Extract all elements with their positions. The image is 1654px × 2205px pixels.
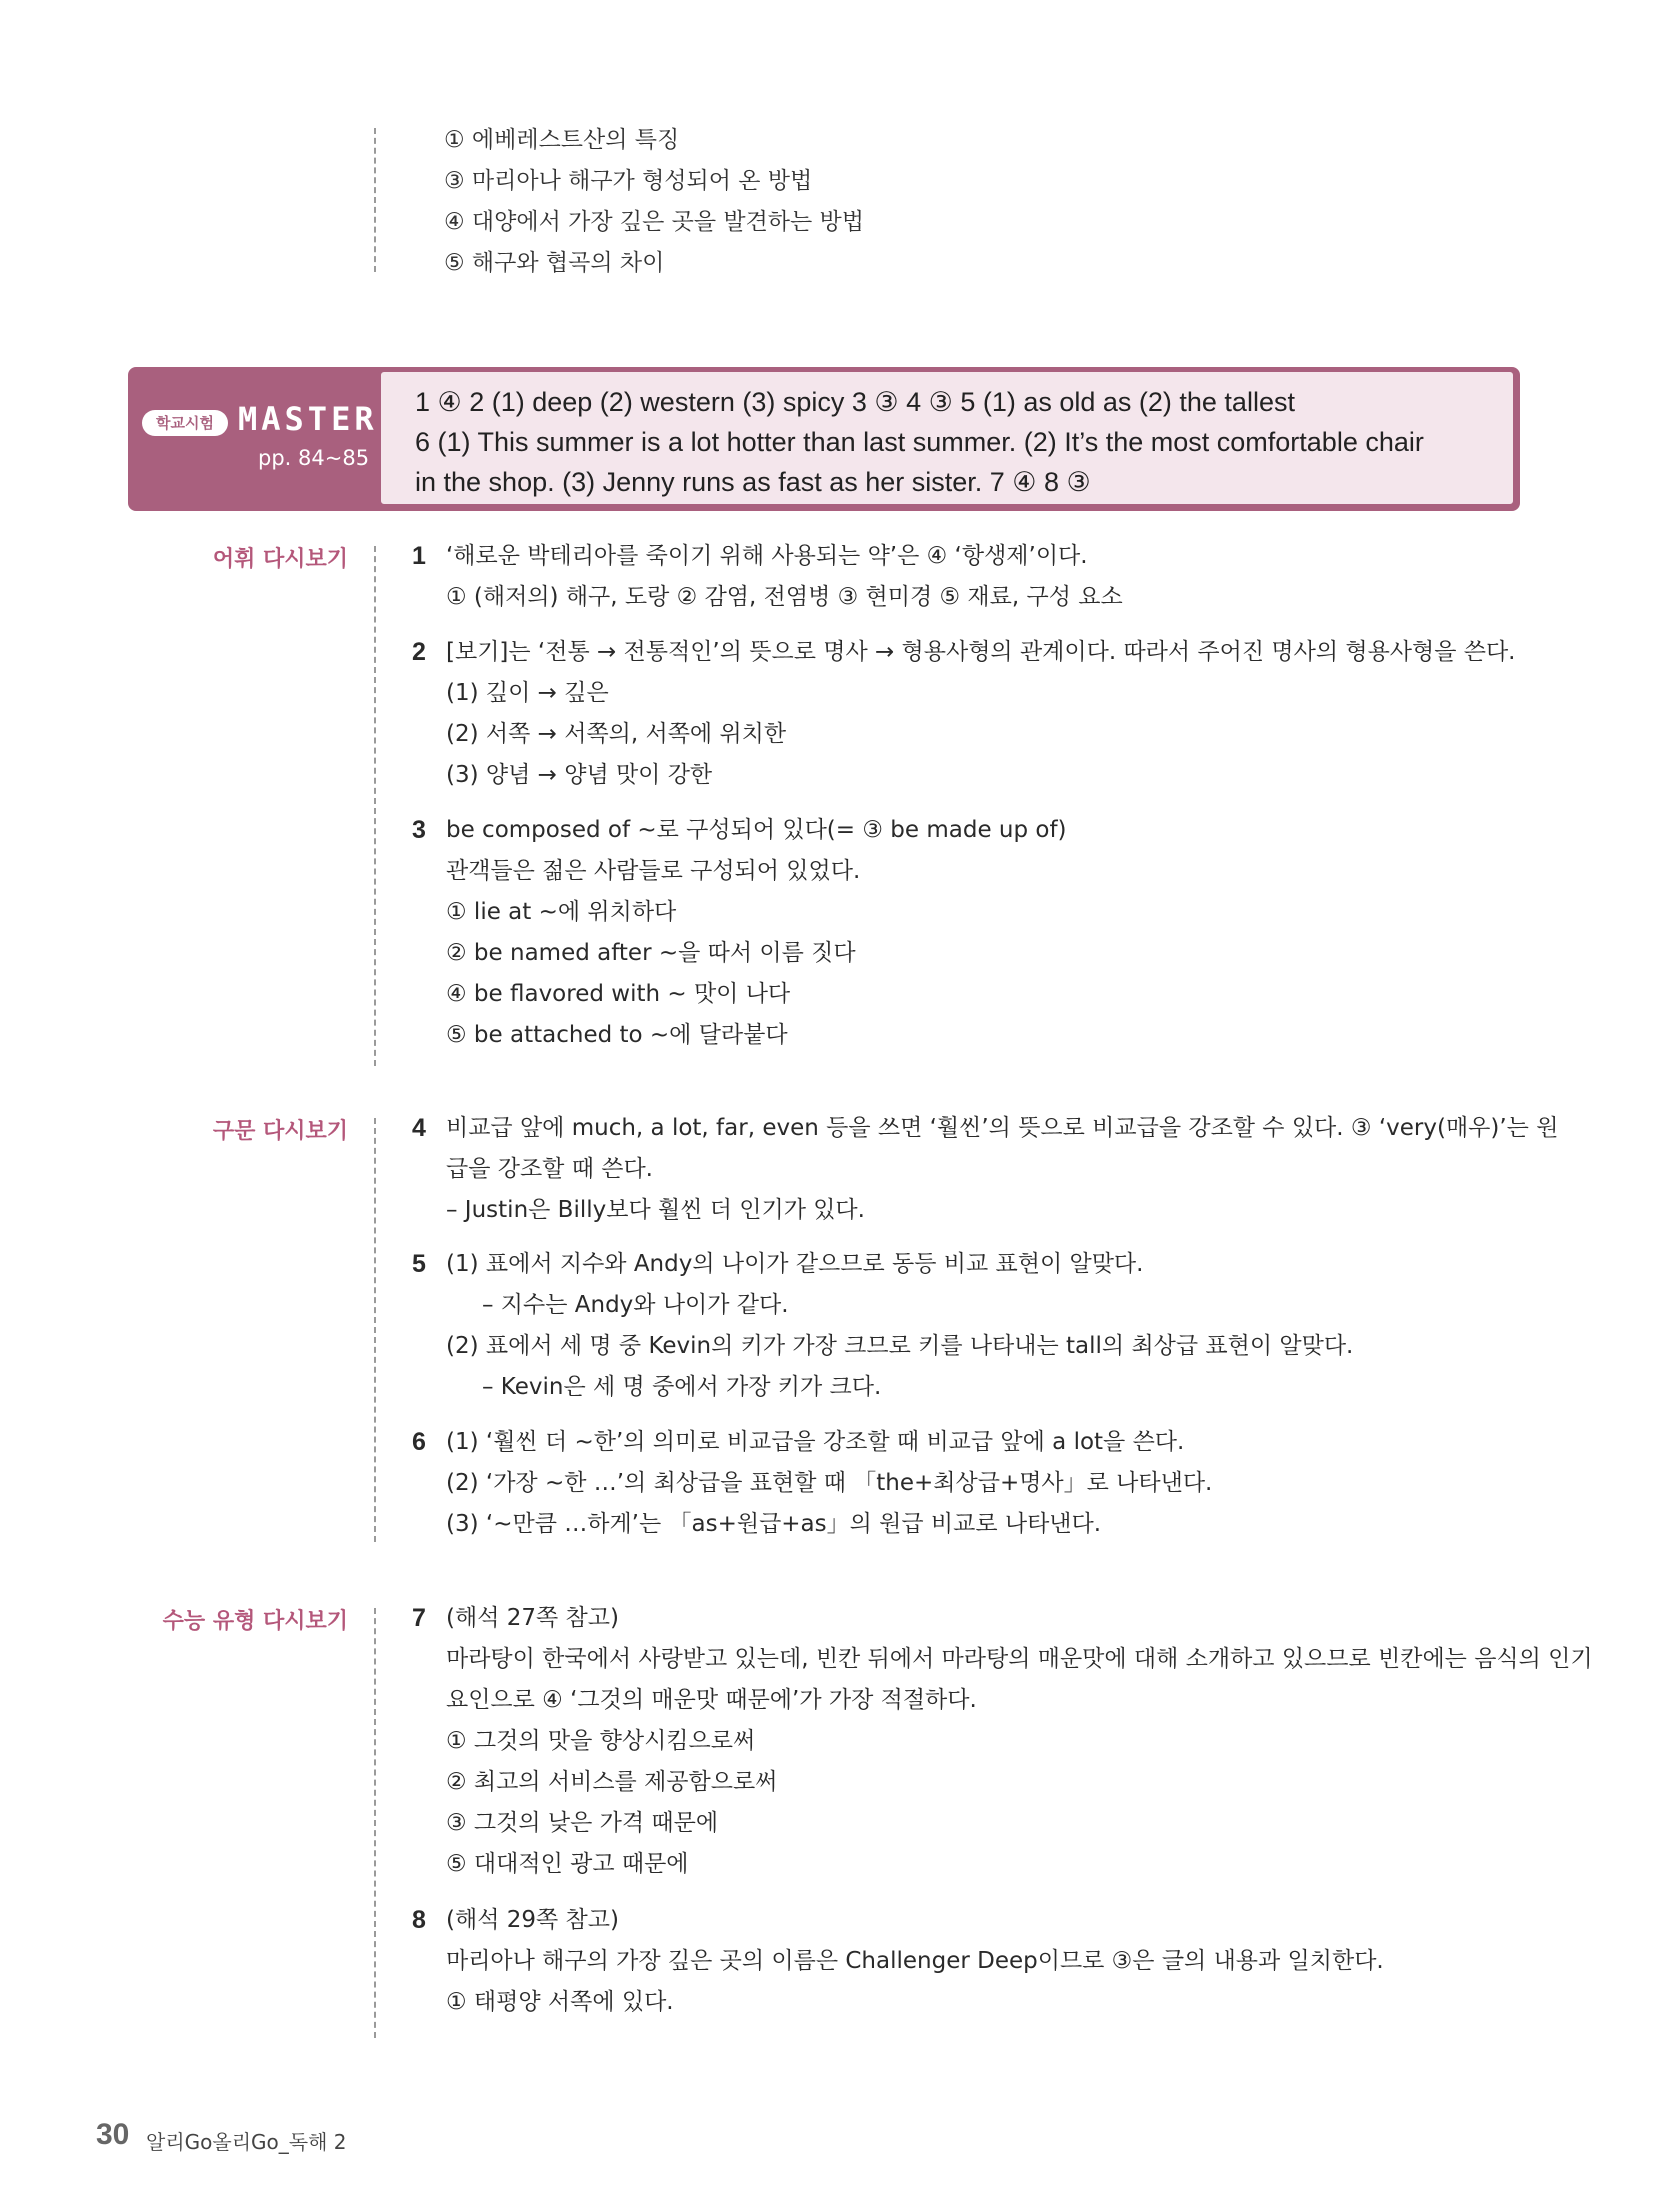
- explanation-line: 급을 강조할 때 쓴다.: [446, 1156, 653, 1182]
- answer-line: 1 ④ 2 (1) deep (2) western (3) spicy 3 ③ 4 ③ 5 (1) as old as (2) the tallest: [415, 387, 1295, 417]
- explanation-line: ⑤ 대대적인 광고 때문에: [446, 1851, 689, 1877]
- explanation-line: (3) 양념 → 양념 맛이 강한: [446, 762, 713, 788]
- top-divider-line: [374, 128, 376, 272]
- answer-line: in the shop. (3) Jenny runs as fast as her sister. 7 ④ 8 ③: [415, 467, 1091, 497]
- page-number: 30: [96, 2118, 130, 2151]
- question-body: [446, 632, 1516, 796]
- question-number: 2: [412, 638, 426, 666]
- explanation-line: ② be named after ~을 따서 이름 짓다: [446, 940, 856, 966]
- explanation-line: ① (해저의) 해구, 도랑 ② 감염, 전염병 ③ 현미경 ⑤ 재료, 구성 요소: [446, 584, 1123, 610]
- explanation-line: – Justin은 Billy보다 훨씬 더 인기가 있다.: [446, 1197, 865, 1223]
- explanation-line: ① lie at ~에 위치하다: [446, 899, 677, 925]
- explanation-line: ⑤ be attached to ~에 달라붙다: [446, 1022, 788, 1048]
- explanation-line: 비교급 앞에 much, a lot, far, even 등을 쓰면 ‘훨씬’의 뜻으로 비교급을 강조할 수 있다. ③ ‘very(매우)’는 원: [446, 1115, 1559, 1141]
- explanation-line: ③ 그것의 낮은 가격 때문에: [446, 1810, 719, 1836]
- explanation-line: ② 최고의 서비스를 제공함으로써: [446, 1769, 778, 1795]
- explanation-line: ① 태평양 서쪽에 있다.: [446, 1989, 674, 2015]
- question-body: [446, 1244, 1353, 1408]
- explanation-line: (1) 표에서 지수와 Andy의 나이가 같으므로 동등 비교 표현이 알맞다.: [446, 1251, 1144, 1277]
- explanation-line: (2) 서쪽 → 서쪽의, 서쪽에 위치한: [446, 721, 787, 747]
- question-body: [446, 1900, 1384, 2023]
- explanation-line: [보기]는 ‘전통 → 전통적인’의 뜻으로 명사 → 형용사형의 관계이다. 따라서 주어진 명사의 형용사형을 쓴다.: [446, 639, 1516, 665]
- question-number: 1: [412, 542, 426, 570]
- explanation-line: (2) 표에서 세 명 중 Kevin의 키가 가장 크므로 키를 나타내는 tall의 최상급 표현이 알맞다.: [446, 1333, 1354, 1359]
- question-number: 4: [412, 1114, 426, 1142]
- choice-item: ⑤ 해구와 협곡의 차이: [444, 250, 665, 276]
- question-number: 5: [412, 1250, 426, 1278]
- explanation-line: (3) ‘~만큼 …하게’는 「as+원급+as」의 원급 비교로 나타낸다.: [446, 1511, 1102, 1537]
- master-answers: [378, 369, 1516, 507]
- explanation-line: 마라탕이 한국에서 사랑받고 있는데, 빈칸 뒤에서 마라탕의 매운맛에 대해 소개하고 있으므로 빈칸에는 음식의 인기: [446, 1646, 1593, 1672]
- explanation-line: (1) ‘훨씬 더 ~한’의 의미로 비교급을 강조할 때 비교급 앞에 a lot을 쓴다.: [446, 1429, 1185, 1455]
- explanation-line: ④ be flavored with ~ 맛이 나다: [446, 981, 791, 1007]
- explanation-line: (해석 27쪽 참고): [446, 1605, 619, 1631]
- school-exam-badge: 학교시험: [142, 410, 228, 436]
- explanation-line: 관객들은 젊은 사람들로 구성되어 있었다.: [446, 858, 861, 884]
- choice-item: ③ 마리아나 해구가 형성되어 온 방법: [444, 168, 813, 194]
- question-body: [446, 810, 1067, 1056]
- master-page-range: pp. 84~85: [258, 446, 370, 470]
- section-label-csat: 수능 유형 다시보기: [162, 1609, 348, 1634]
- question-number: 7: [412, 1604, 426, 1632]
- choice-item: ① 에베레스트산의 특징: [444, 127, 680, 153]
- answer-line: 6 (1) This summer is a lot hotter than last summer. (2) It’s the most comfortable chair: [415, 427, 1424, 457]
- master-title: MASTER: [238, 400, 378, 438]
- explanation-line: (1) 깊이 → 깊은: [446, 680, 609, 706]
- question-body: [446, 1598, 1593, 1885]
- explanation-line: (해석 29쪽 참고): [446, 1907, 619, 1933]
- explanation-line: – 지수는 Andy와 나이가 같다.: [482, 1292, 789, 1318]
- section-divider-line: [374, 1118, 376, 1542]
- section-label-syntax: 구문 다시보기: [212, 1119, 348, 1144]
- explanation-line: be composed of ~로 구성되어 있다(= ③ be made up of): [446, 817, 1067, 843]
- book-title: 알리Go올리Go_독해 2: [146, 2130, 347, 2154]
- choice-item: ④ 대양에서 가장 깊은 곳을 발견하는 방법: [444, 209, 864, 235]
- question-number: 3: [412, 816, 426, 844]
- explanation-line: – Kevin은 세 명 중에서 가장 키가 크다.: [482, 1374, 882, 1400]
- explanation-line: (2) ‘가장 ~한 …’의 최상급을 표현할 때 「the+최상급+명사」로 나타낸다.: [446, 1470, 1213, 1496]
- explanation-line: 요인으로 ④ ‘그것의 매운맛 때문에’가 가장 적절하다.: [446, 1687, 977, 1713]
- section-divider-line: [374, 546, 376, 1066]
- question-number: 6: [412, 1428, 426, 1456]
- explanation-line: 마리아나 해구의 가장 깊은 곳의 이름은 Challenger Deep이므로 ③은 글의 내용과 일치한다.: [446, 1948, 1384, 1974]
- top-choices-list: [444, 120, 864, 284]
- explanation-line: ① 그것의 맛을 향상시킴으로써: [446, 1728, 756, 1754]
- question-body: [446, 1108, 1558, 1231]
- question-body: [446, 1422, 1212, 1545]
- question-number: 8: [412, 1906, 426, 1934]
- section-divider-line: [374, 1608, 376, 2038]
- section-label-vocab: 어휘 다시보기: [212, 547, 348, 572]
- question-body: [446, 536, 1123, 618]
- explanation-line: ‘해로운 박테리아를 죽이기 위해 사용되는 약’은 ④ ‘항생제’이다.: [446, 543, 1088, 569]
